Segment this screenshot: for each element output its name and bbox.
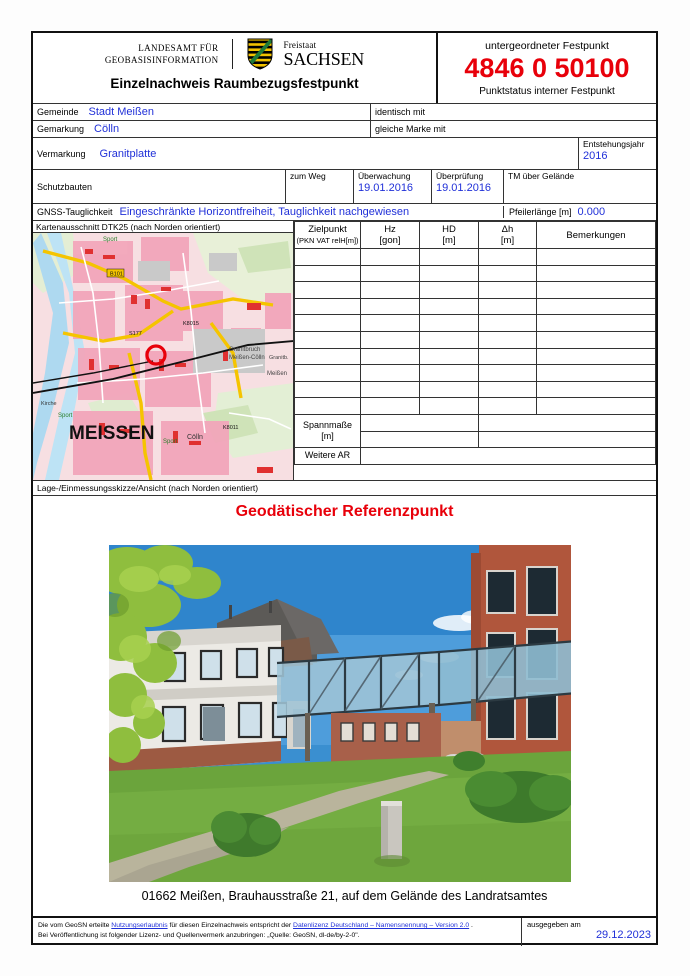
ueberwachung-label: Überwachung	[358, 171, 411, 181]
svg-text:MEISSEN: MEISSEN	[69, 423, 155, 444]
document-footer	[33, 916, 656, 946]
spannmasse-cell-a[interactable]	[361, 414, 479, 431]
vermarkung-value: Granitplatte	[99, 147, 157, 160]
datenlizenz-link[interactable]: Datenlizenz Deutschland – Namensnennung – Version 2.0	[293, 922, 470, 929]
cell-dh[interactable]	[479, 365, 537, 382]
zum-weg-cell	[286, 170, 354, 203]
agency-line-1: LANDESAMT FÜR	[138, 43, 219, 53]
cell-hd[interactable]	[420, 315, 479, 332]
weitere-ar-row[interactable]	[295, 448, 656, 465]
cell-zielpunkt[interactable]	[295, 331, 361, 348]
point-number: 4846 0 50100	[464, 52, 630, 83]
cell-dh[interactable]	[479, 348, 537, 365]
table-header-row	[295, 222, 656, 249]
license-line-2: Bei Veröffentlichung ist folgender Lizenz- und Quellenvermerk anzubringen: „Quelle: GeoSN, dl-de/by-2-0".	[38, 931, 360, 939]
cell-bemerkung[interactable]	[537, 282, 656, 299]
cell-hd[interactable]	[420, 265, 479, 282]
cell-zielpunkt[interactable]	[295, 249, 361, 266]
gemarkung-label: Gemarkung	[37, 124, 85, 134]
identisch-label: identisch mit	[375, 107, 426, 117]
gemarkung-cell	[33, 121, 371, 137]
page-title: Einzelnachweis Raumbezugsfestpunkt	[110, 76, 359, 91]
gnss-value: Eingeschränkte Horizontfreiheit, Tauglichkeit nachgewiesen	[119, 206, 410, 218]
col-delta-h-unit: [m]	[500, 235, 515, 246]
tm-ueber-gelaende-cell	[504, 170, 656, 203]
svg-text:Sport: Sport	[58, 413, 73, 419]
spannmasse-label-line2: [m]	[321, 431, 334, 442]
svg-text:S177: S177	[129, 331, 142, 337]
state-name	[283, 41, 364, 68]
gemarkung-row	[33, 121, 656, 138]
cell-dh[interactable]	[479, 249, 537, 266]
cell-zielpunkt[interactable]	[295, 365, 361, 382]
col-zielpunkt-sub: (PKN VAT relH[m])	[296, 236, 359, 245]
cell-dh[interactable]	[479, 331, 537, 348]
col-zielpunkt-title: Zielpunkt	[308, 224, 347, 235]
gleiche-marke-label: gleiche Marke mit	[375, 124, 446, 134]
cell-hz[interactable]	[361, 381, 420, 398]
spannmasse-label-cell	[295, 414, 361, 447]
gnss-label: GNSS-Tauglichkeit	[37, 207, 113, 217]
cell-bemerkung[interactable]	[537, 348, 656, 365]
saxony-coat-of-arms-icon	[247, 38, 273, 70]
ueberpruefung-value: 19.01.2016	[436, 182, 492, 194]
table-row[interactable]	[295, 315, 656, 332]
cell-hd[interactable]	[420, 249, 479, 266]
cell-bemerkung[interactable]	[537, 365, 656, 382]
point-status: Punktstatus interner Festpunkt	[479, 85, 615, 97]
site-photograph[interactable]	[109, 545, 571, 882]
pfeilerlaenge-cell	[504, 206, 656, 218]
cell-hz[interactable]	[361, 315, 420, 332]
cell-zielpunkt[interactable]	[295, 398, 361, 415]
map-caption: Kartenausschnitt DTK25 (nach Norden orientiert)	[33, 221, 293, 233]
pfeilerlaenge-value: 0.000	[577, 206, 606, 218]
col-delta-h-title: Δh	[501, 224, 514, 235]
cell-hd[interactable]	[420, 331, 479, 348]
license-text-c: .	[469, 922, 473, 929]
svg-text:Granitbruch: Granitbruch	[229, 347, 261, 353]
svg-text:Sport: Sport	[163, 439, 178, 445]
weitere-ar-label: Weitere AR	[295, 448, 361, 465]
measurement-table-column	[294, 221, 656, 480]
cell-bemerkung[interactable]	[537, 315, 656, 332]
col-hz-title: Hz	[384, 224, 396, 235]
spannmasse-label-line1: Spannmaße	[302, 420, 353, 431]
tm-label: TM über Gelände	[508, 171, 575, 181]
record-sheet	[31, 31, 658, 945]
col-zielpunkt	[295, 222, 361, 249]
gemeinde-row	[33, 104, 656, 121]
ueberpruefung-label: Überprüfung	[436, 171, 484, 181]
cell-hd[interactable]	[420, 365, 479, 382]
schutzbauten-row	[33, 170, 656, 204]
cell-hd[interactable]	[420, 398, 479, 415]
vermarkung-row	[33, 138, 656, 170]
header-left	[33, 33, 438, 103]
agency-name	[105, 42, 219, 66]
logo-row	[33, 33, 436, 70]
cell-hz[interactable]	[361, 298, 420, 315]
cell-zielpunkt[interactable]	[295, 381, 361, 398]
photo-area	[33, 503, 656, 916]
gemeinde-label: Gemeinde	[37, 107, 79, 117]
svg-text:K8015: K8015	[183, 321, 199, 327]
site-address: 01662 Meißen, Brauhausstraße 21, auf dem Gelände des Landratsamtes	[141, 889, 548, 903]
cell-hz[interactable]	[361, 331, 420, 348]
svg-text:Cölln: Cölln	[187, 434, 203, 441]
col-hz-unit: [gon]	[379, 235, 401, 246]
cell-zielpunkt[interactable]	[295, 315, 361, 332]
col-hz	[361, 222, 420, 249]
weitere-ar-value[interactable]	[361, 448, 656, 465]
col-bemerkungen-title: Bemerkungen	[566, 229, 626, 241]
photo-graphic	[109, 545, 571, 882]
svg-text:Granitb.: Granitb.	[269, 355, 289, 361]
state-line-2: SACHSEN	[283, 48, 365, 69]
issued-date: 29.12.2023	[595, 929, 651, 941]
gnss-cell	[33, 206, 504, 218]
logo-divider	[232, 39, 233, 69]
state-line-1: Freistaat	[283, 39, 317, 50]
table-row[interactable]	[295, 348, 656, 365]
svg-text:Meißen-Cölln: Meißen-Cölln	[229, 355, 265, 361]
spannmasse-cell-b[interactable]	[479, 414, 656, 431]
svg-text:K8011: K8011	[223, 425, 239, 431]
table-row[interactable]	[295, 265, 656, 282]
cell-hd[interactable]	[420, 282, 479, 299]
cell-bemerkung[interactable]	[537, 381, 656, 398]
entstehungsjahr-value: 2016	[583, 150, 608, 162]
cell-bemerkung[interactable]	[537, 265, 656, 282]
issued-block	[522, 918, 656, 946]
cell-dh[interactable]	[479, 265, 537, 282]
schutzbauten-cell	[33, 170, 286, 203]
svg-text:B101: B101	[110, 271, 123, 278]
cell-zielpunkt[interactable]	[295, 265, 361, 282]
map-and-table-section	[33, 221, 656, 481]
agency-line-2: GEOBASISINFORMATION	[104, 55, 219, 65]
col-hd-unit: [m]	[442, 235, 456, 246]
svg-text:Meißen: Meißen	[267, 371, 288, 377]
map-column	[33, 221, 294, 480]
topographic-map[interactable]	[33, 233, 293, 480]
identisch-cell	[371, 105, 656, 119]
cell-zielpunkt[interactable]	[295, 298, 361, 315]
table-row[interactable]	[295, 249, 656, 266]
reference-point-title: Geodätischer Referenzpunkt	[235, 503, 454, 520]
cell-hz[interactable]	[361, 282, 420, 299]
schutzbauten-label: Schutzbauten	[37, 181, 93, 192]
table-row[interactable]	[295, 381, 656, 398]
license-line-1	[38, 921, 516, 931]
vermarkung-cell	[33, 138, 579, 169]
gemeinde-cell	[33, 104, 371, 120]
table-row[interactable]	[295, 398, 656, 415]
col-delta-h	[479, 222, 537, 249]
col-bemerkungen	[537, 222, 656, 249]
pfeilerlaenge-label: Pfeilerlänge [m]	[509, 207, 572, 217]
cell-bemerkung[interactable]	[537, 331, 656, 348]
cell-dh[interactable]	[479, 381, 537, 398]
measurement-table-head	[295, 222, 656, 249]
cell-hz[interactable]	[361, 265, 420, 282]
cell-dh[interactable]	[479, 398, 537, 415]
cell-zielpunkt[interactable]	[295, 282, 361, 299]
entstehungsjahr-cell	[579, 138, 656, 169]
issued-label: ausgegeben am	[527, 920, 581, 929]
cell-dh[interactable]	[479, 282, 537, 299]
cell-bemerkung[interactable]	[537, 249, 656, 266]
col-hd	[420, 222, 479, 249]
cell-bemerkung[interactable]	[537, 398, 656, 415]
table-row[interactable]	[295, 282, 656, 299]
entstehungsjahr-label: Entstehungsjahr	[583, 139, 645, 149]
cell-hz[interactable]	[361, 249, 420, 266]
ueberpruefung-cell	[432, 170, 504, 203]
cell-hd[interactable]	[420, 348, 479, 365]
table-row[interactable]	[295, 298, 656, 315]
header-right	[438, 33, 656, 103]
spannmasse-cell-d[interactable]	[479, 431, 656, 448]
cell-hd[interactable]	[420, 381, 479, 398]
table-row[interactable]	[295, 365, 656, 382]
ueberwachung-cell	[354, 170, 432, 203]
cell-hz[interactable]	[361, 365, 420, 382]
col-hd-title: HD	[442, 224, 456, 235]
license-text-a: Die vom GeoSN erteilte	[38, 922, 112, 929]
cell-dh[interactable]	[479, 298, 537, 315]
point-kind: untergeordneter Festpunkt	[485, 39, 609, 52]
sketch-caption: Lage-/Einmessungsskizze/Ansicht (nach Norden orientiert)	[33, 481, 656, 496]
license-text-b: für diesen Einzelnachweis entspricht der	[167, 922, 294, 929]
license-note	[33, 918, 522, 946]
vermarkung-label: Vermarkung	[37, 148, 86, 159]
cell-bemerkung[interactable]	[537, 298, 656, 315]
cell-hz[interactable]	[361, 348, 420, 365]
svg-text:Sport: Sport	[103, 237, 118, 243]
cell-dh[interactable]	[479, 315, 537, 332]
zum-weg-label: zum Weg	[290, 171, 326, 181]
gleiche-marke-cell	[371, 122, 656, 136]
gemeinde-value: Stadt Meißen	[88, 106, 154, 118]
document-header	[33, 33, 656, 104]
cell-hd[interactable]	[420, 298, 479, 315]
gemarkung-value: Cölln	[94, 123, 120, 135]
cell-hz[interactable]	[361, 398, 420, 415]
nutzungserlaubnis-link[interactable]: Nutzungserlaubnis	[111, 922, 168, 929]
gnss-row	[33, 204, 656, 221]
spannmasse-cell-c[interactable]	[361, 431, 479, 448]
ueberwachung-value: 19.01.2016	[358, 182, 414, 194]
measurement-table	[294, 221, 656, 465]
svg-text:Kirche: Kirche	[41, 401, 57, 407]
map-graphic	[33, 233, 293, 480]
cell-zielpunkt[interactable]	[295, 348, 361, 365]
measurement-table-body	[295, 249, 656, 465]
spannmasse-row-1[interactable]	[295, 414, 656, 431]
table-row[interactable]	[295, 331, 656, 348]
